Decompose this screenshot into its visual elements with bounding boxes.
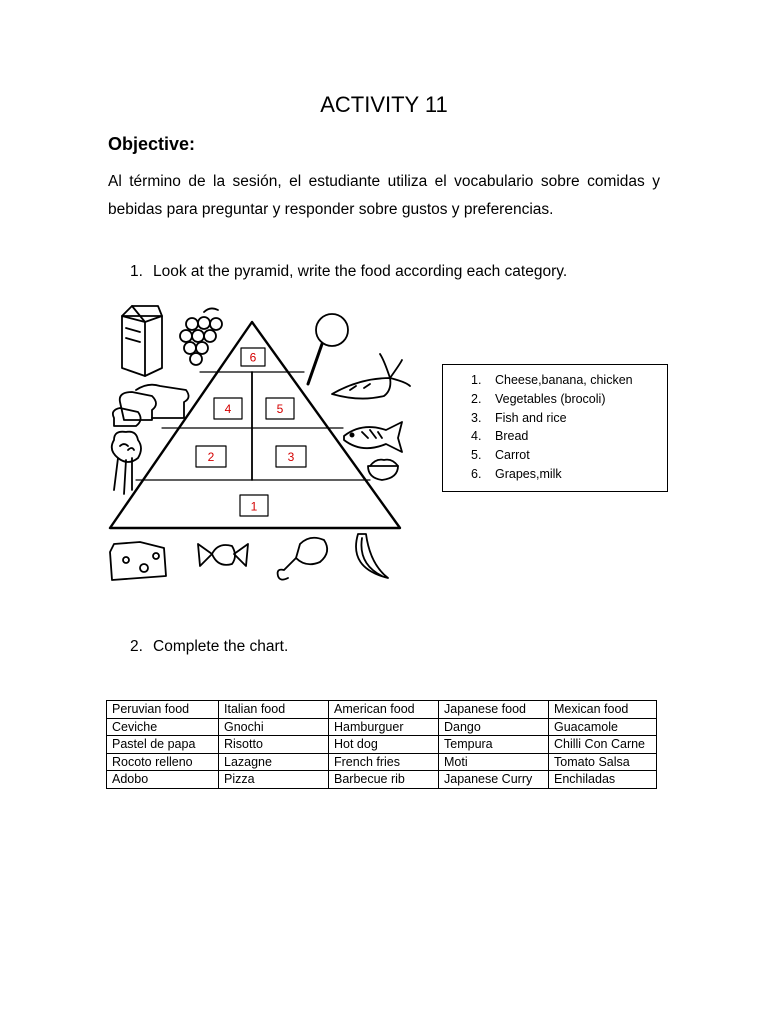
pyramid-number-box-5 — [266, 398, 294, 419]
table-cell: Guacamole — [549, 718, 657, 736]
chicken-leg-icon — [278, 538, 328, 580]
objective-paragraph: Al término de la sesión, el estudiante utiliza el vocabulario sobre comidas y bebidas para preguntar y responder sobre gustos y preferencias. — [108, 173, 660, 218]
candy-icon — [198, 544, 248, 566]
grapes-icon — [180, 308, 222, 365]
objective-heading: Objective: — [108, 134, 196, 154]
table-row — [107, 736, 657, 754]
table-cell: Barbecue rib — [329, 771, 439, 789]
pyramid-number-box-3 — [276, 446, 306, 467]
food-pyramid-illustration — [100, 298, 420, 588]
table-cell: Enchiladas — [549, 771, 657, 789]
pyramid-number: 1 — [250, 499, 258, 514]
table-header-cell: American food — [329, 701, 439, 719]
pyramid-number: 4 — [224, 402, 232, 416]
question-1-number: 1. — [130, 263, 143, 280]
table-cell: Tempura — [439, 736, 549, 754]
table-cell: Moti — [439, 753, 549, 771]
food-chart-table — [106, 700, 657, 789]
table-cell: Chilli Con Carne — [549, 736, 657, 754]
table-cell: Lazagne — [219, 753, 329, 771]
list-item-text: Grapes,milk — [495, 466, 562, 481]
pyramid-number: 2 — [207, 450, 215, 464]
question-1-text: Look at the pyramid, write the food according each category. — [153, 263, 568, 280]
pyramid-number-box-6 — [241, 348, 265, 366]
table-cell: French fries — [329, 753, 439, 771]
table-cell: Hot dog — [329, 736, 439, 754]
list-item-number: 4. — [471, 429, 482, 444]
list-item — [471, 446, 633, 465]
bread-icon — [113, 385, 189, 426]
list-item — [471, 390, 633, 409]
pyramid-number-box-1 — [240, 495, 268, 516]
pyramid-number-box-2 — [196, 446, 226, 467]
pyramid-number-box-4 — [214, 398, 242, 419]
table-cell: Pizza — [219, 771, 329, 789]
list-item-number: 2. — [471, 391, 482, 406]
table-row — [107, 771, 657, 789]
list-item-text: Carrot — [495, 448, 530, 463]
table-header-row — [107, 701, 657, 719]
question-2 — [130, 638, 288, 656]
list-item — [471, 465, 633, 484]
table-header-cell: Mexican food — [549, 701, 657, 719]
pyramid-number: 6 — [249, 350, 257, 365]
table-cell: Pastel de papa — [107, 736, 219, 754]
table-cell: Japanese Curry — [439, 771, 549, 789]
table-cell: Gnochi — [219, 718, 329, 736]
list-item — [471, 427, 633, 446]
lollipop-icon — [308, 314, 348, 384]
list-item-number: 1. — [471, 373, 482, 387]
table-cell: Hamburguer — [329, 718, 439, 736]
list-item-text: Fish and rice — [495, 410, 567, 425]
milk-carton-icon — [122, 306, 162, 376]
question-2-text: Complete the chart. — [153, 638, 289, 655]
list-item-number: 5. — [471, 448, 482, 463]
broccoli-icon — [112, 432, 141, 494]
table-header-cell: Japanese food — [439, 701, 549, 719]
list-item-number: 3. — [471, 410, 482, 425]
question-2-number: 2. — [130, 638, 143, 655]
carrot-icon — [332, 354, 410, 399]
table-header-cell: Italian food — [219, 701, 329, 719]
page-title: ACTIVITY 11 — [320, 92, 448, 117]
table-cell: Risotto — [219, 736, 329, 754]
cheese-icon — [110, 542, 166, 580]
pyramid-number: 3 — [287, 450, 295, 464]
list-item-text: Bread — [495, 429, 529, 444]
list-item-text: Cheese,banana, chicken — [495, 373, 633, 387]
table-cell: Tomato Salsa — [549, 753, 657, 771]
answer-list — [471, 371, 633, 484]
table-row — [107, 753, 657, 771]
table-cell: Ceviche — [107, 718, 219, 736]
list-item — [471, 371, 633, 390]
question-1 — [130, 263, 567, 281]
pyramid-number: 5 — [276, 402, 284, 416]
table-cell: Dango — [439, 718, 549, 736]
list-item-text: Vegetables (brocoli) — [495, 391, 606, 406]
fish-icon — [344, 422, 402, 452]
table-cell: Adobo — [107, 771, 219, 789]
list-item-number: 6. — [471, 466, 482, 481]
table-cell: Rocoto relleno — [107, 753, 219, 771]
banana-icon — [356, 534, 388, 578]
list-item — [471, 409, 633, 428]
answer-box — [442, 364, 668, 492]
rice-bowl-icon — [368, 460, 398, 480]
table-row — [107, 718, 657, 736]
table-header-cell: Peruvian food — [107, 701, 219, 719]
